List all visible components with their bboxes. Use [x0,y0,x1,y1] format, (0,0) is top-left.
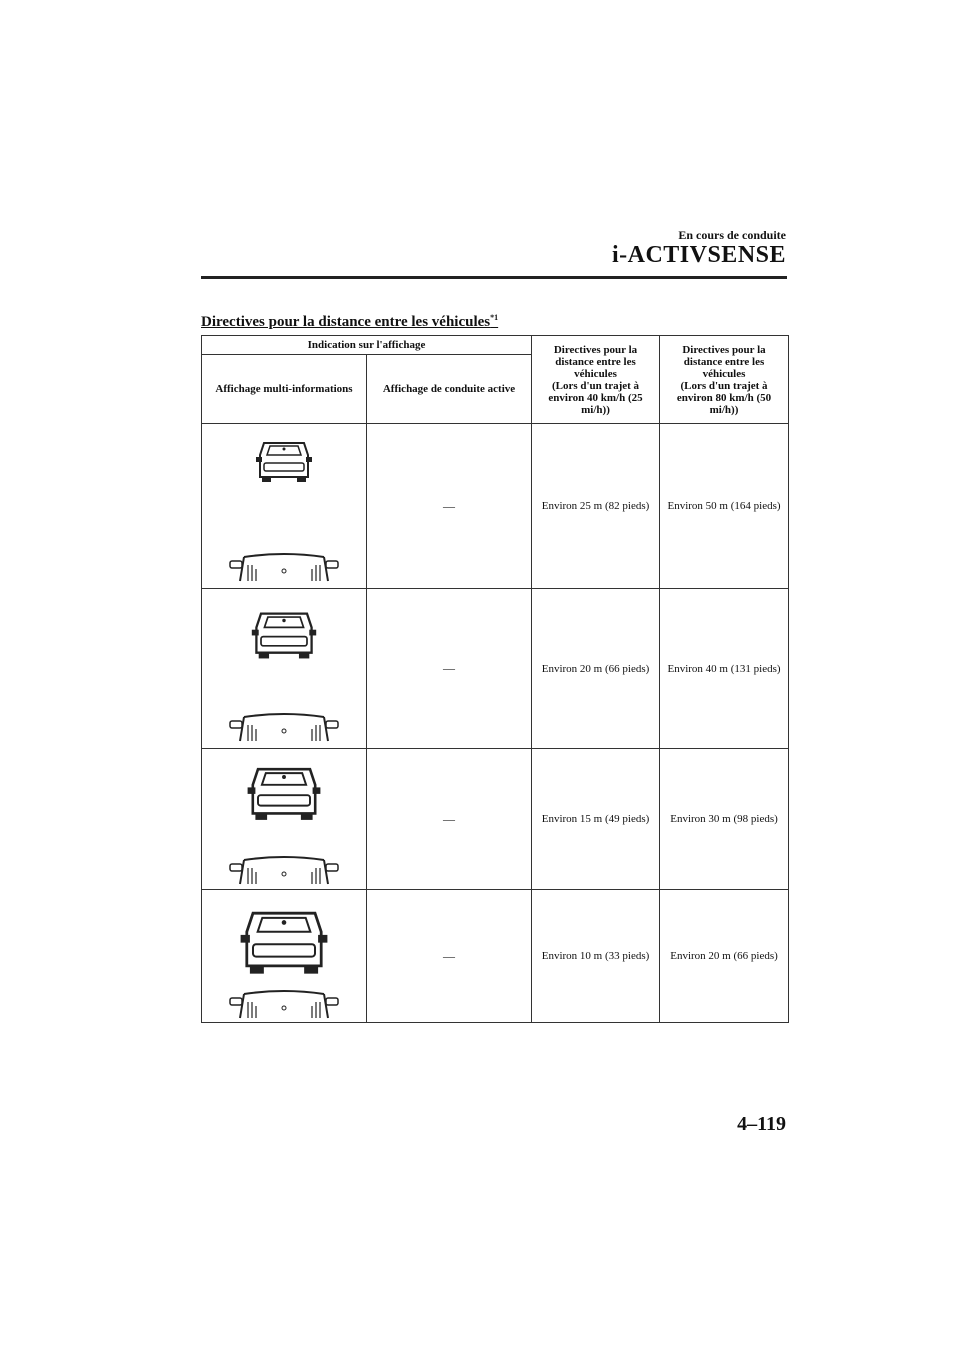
section-title [201,313,498,331]
distance-80-value: Environ 50 m (164 pieds) [660,424,789,589]
page-number: 4–119 [737,1113,786,1135]
car-distance-shortest-icon [202,890,367,1023]
table-row [202,424,789,589]
distance-40-value: Environ 25 m (82 pieds) [532,424,660,589]
table-row [202,589,789,749]
chapter-subtitle: En cours de conduite [678,228,786,242]
header-multi-info: Affichage multi-informations [202,355,367,424]
active-display-value: — [367,749,532,890]
chapter-title: i-ACTIVSENSE [611,242,786,268]
distance-80-value: Environ 30 m (98 pieds) [660,749,789,890]
distance-80-value: Environ 40 m (131 pieds) [660,589,789,749]
distance-guide-table [201,335,789,1023]
distance-40-value: Environ 10 m (33 pieds) [532,890,660,1023]
table-row [202,749,789,890]
distance-80-value: Environ 20 m (66 pieds) [660,890,789,1023]
car-distance-short-icon [202,749,367,890]
section-title-text: Directives pour la distance entre les véhicules [201,314,491,330]
header-divider [201,276,787,279]
header-active-display: Affichage de conduite active [367,355,532,424]
distance-40-value: Environ 15 m (49 pieds) [532,749,660,890]
active-display-value: — [367,890,532,1023]
header-distance-80: Directives pour la distance entre les véhicules (Lors d'un trajet à environ 80 km/h (50 mi/h)) [660,336,789,424]
car-distance-medium-icon [202,589,367,749]
table-row [202,890,789,1023]
header-indication: Indication sur l'affichage [202,336,532,355]
car-distance-far-icon [202,424,367,589]
distance-40-value: Environ 20 m (66 pieds) [532,589,660,749]
footnote-mark: *1 [490,313,499,322]
active-display-value: — [367,424,532,589]
active-display-value: — [367,589,532,749]
header-distance-40: Directives pour la distance entre les véhicules (Lors d'un trajet à environ 40 km/h (25 mi/h)) [532,336,660,424]
